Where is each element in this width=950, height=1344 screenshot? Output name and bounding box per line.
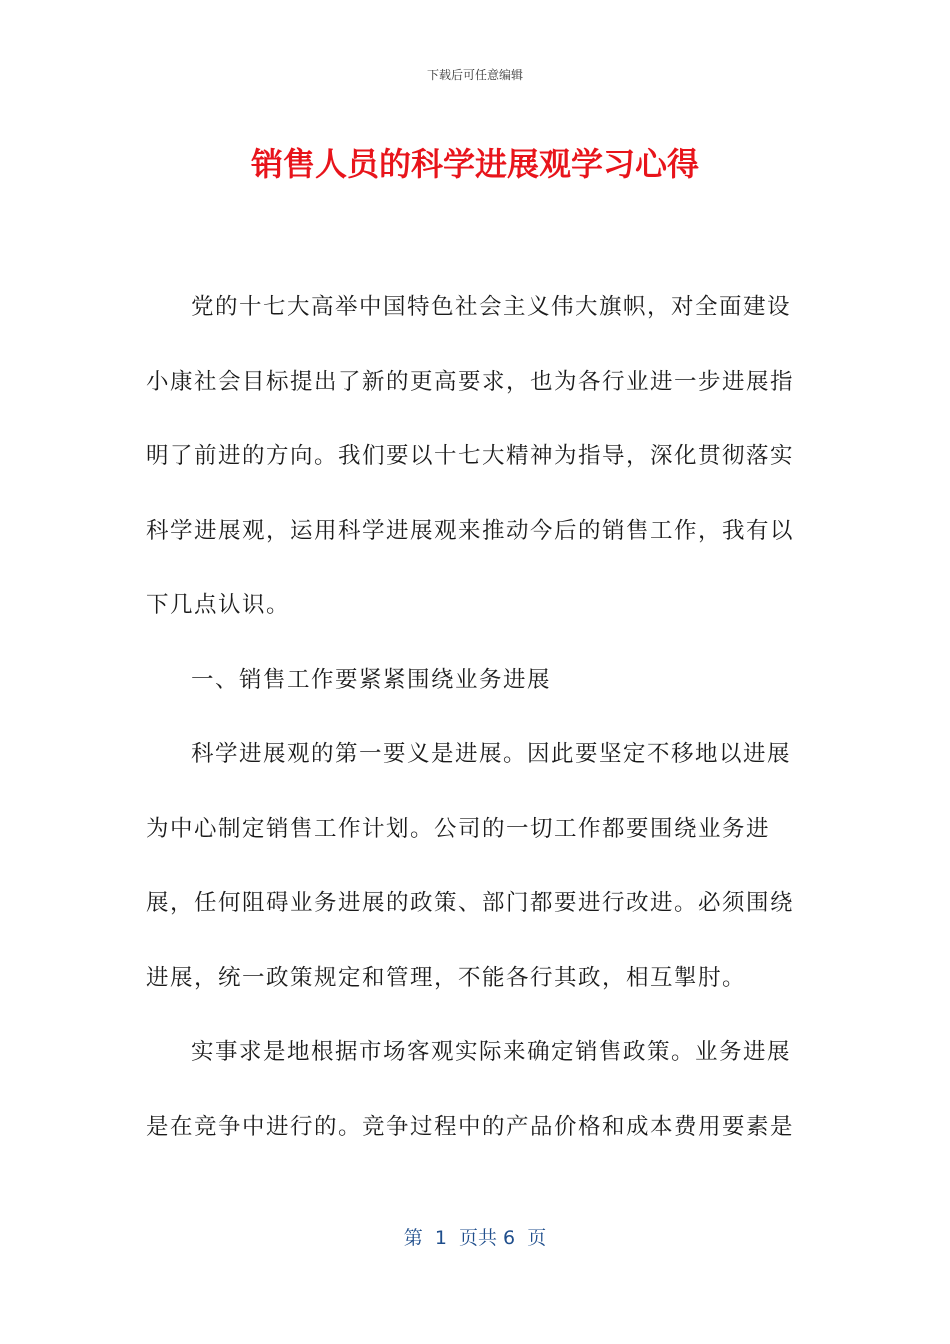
paragraph-intro: 党的十七大高举中国特色社会主义伟大旗帜，对全面建设小康社会目标提出了新的更高要求，也为各行业进一步进展指明了前进的方向。我们要以十七大精神为指导，深化贯彻落实科学进展观，运用科学进展观来推动今后的销售工作，我有以下几点认识。	[146, 294, 795, 618]
section-heading-1: 一、销售工作要紧紧围绕业务进展	[191, 666, 552, 693]
document-title: 销售人员的科学进展观学习心得	[250, 145, 699, 183]
document-body	[146, 270, 806, 1164]
paragraph-section-1-cont: 实事求是地根据市场客观实际来确定销售政策。业务进展是在竞争中进行的。竞争过程中的产品价格和成本费用要素是	[146, 1039, 795, 1140]
header-note: 下载后可任意编辑	[426, 68, 523, 82]
page-number-footer: 第 1 页共 6 页	[403, 1227, 547, 1249]
paragraph-section-1: 科学进展观的第一要义是进展。因此要坚定不移地以进展为中心制定销售工作计划。公司的一切工作都要围绕业务进展，任何阻碍业务进展的政策、部门都要进行改进。必须围绕进展，统一政策规定和管理，不能各行其政，相互掣肘。	[146, 741, 795, 991]
